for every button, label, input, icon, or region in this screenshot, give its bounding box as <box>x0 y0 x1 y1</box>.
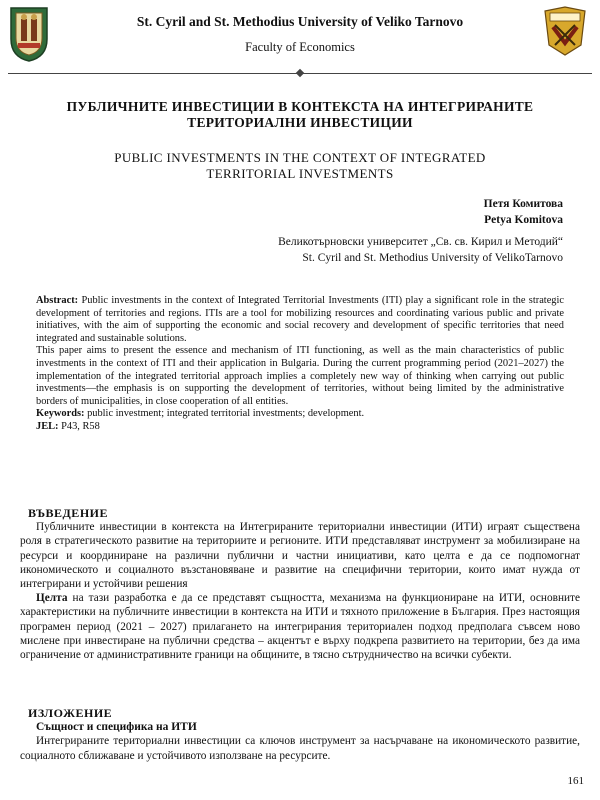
header-divider <box>8 70 592 76</box>
aim-label: Целта <box>36 592 68 605</box>
exposition-subheading: Същност и специфика на ИТИ <box>36 721 197 734</box>
author-name-en: Petya Komitova <box>484 214 563 226</box>
jel-label: JEL: <box>36 420 59 432</box>
affiliation-en: St. Cyril and St. Methodius University of VelikoTarnovo <box>302 252 563 264</box>
abstract-text: Public investments in the context of Integrated Territorial Investments (ITI) play a significant role in the strategic development of territories and regions. ITIs are a tool for mobilizing resources and coordinating various public and private initiatives, with the aim of supporting the economic and social recovery and development of specific territories that need integrated and sustainable solutions. <box>36 295 564 344</box>
introduction-paragraph-2: Целта на тази разработка е да се представят същността, механизма на функциониране на ИТИ, основните характеристики на публичните инвестиции в контекста на ИТИ и тяхното приложение в България. През настоящия програмен период (2021 – 2027) прилагането на интегрирания териториален подход предполага съвсем ново мислене при инвестиране на публични средства – акцентът е върху подкрепа развитието на територии, без да има ограничение от административните граници на общините, в тясно сътрудничество на всички субекти. <box>20 592 580 662</box>
abstract <box>36 295 564 434</box>
jel-codes: P43, R58 <box>58 420 100 432</box>
author-name-bg: Петя Комитова <box>483 198 563 210</box>
exposition-section <box>20 706 580 763</box>
page-header <box>0 0 600 78</box>
page-number: 161 <box>567 775 584 787</box>
keywords-label: Keywords: <box>36 408 85 420</box>
keywords: public investment; integrated territorial investments; development. <box>84 408 365 420</box>
abstract-label: Abstract: <box>36 295 79 306</box>
title-bulgarian: ПУБЛИЧНИТЕ ИНВЕСТИЦИИ В КОНТЕКСТА НА ИНТЕГРИРАНИТЕ ТЕРИТОРИАЛНИ ИНВЕСТИЦИИ <box>66 99 534 130</box>
exposition-paragraph-1: Интегрираните териториални инвестиции са ключов инструмент за насърчаване на икономическото развитие, социалното сближаване и устойчивото използване на ресурсите. <box>20 735 580 762</box>
exposition-heading: ИЗЛОЖЕНИЕ <box>28 706 113 720</box>
affiliation-bg: Великотърновски университет „Св. св. Кирил и Методий“ <box>278 236 563 248</box>
introduction-heading: ВЪВЕДЕНИЕ <box>28 506 108 520</box>
title-english: PUBLIC INVESTMENTS IN THE CONTEXT OF INTEGRATED TERRITORIAL INVESTMENTS <box>114 150 486 181</box>
abstract-text-2: This paper aims to present the essence and mechanism of ITI functioning, as well as the main characteristics of public investments in the context of ITI and their application in Bulgaria. During the current programming period (2021–2027) the implementation of the integrated territorial approach implies a completely new way of thinking when carrying out public investments—the emphasis is on supporting the development of territories, without being limited by the administrative borders of municipalities, in close cooperation of all entities. <box>36 345 564 407</box>
introduction-section <box>20 506 580 662</box>
university-crest-icon <box>8 5 50 63</box>
faculty-emblem-icon <box>541 5 589 57</box>
faculty-name: Faculty of Economics <box>245 40 355 54</box>
introduction-paragraph-1: Публичните инвестиции в контекста на Интегрираните териториални инвестиции (ИТИ) играят съществена роля в стратегическото развитие на териториите и регионите. ИТИ представляват инструмент за мобилизиране на ресурси и координиране на различни публични и частни инициативи, като целта е да се подпомогнат икономическото и социалното възстановяване и развитие на специфични територии, които имат нужда от интегрирани и устойчиви решения <box>20 521 580 591</box>
university-name: St. Cyril and St. Methodius University of Veliko Tarnovo <box>136 14 464 29</box>
